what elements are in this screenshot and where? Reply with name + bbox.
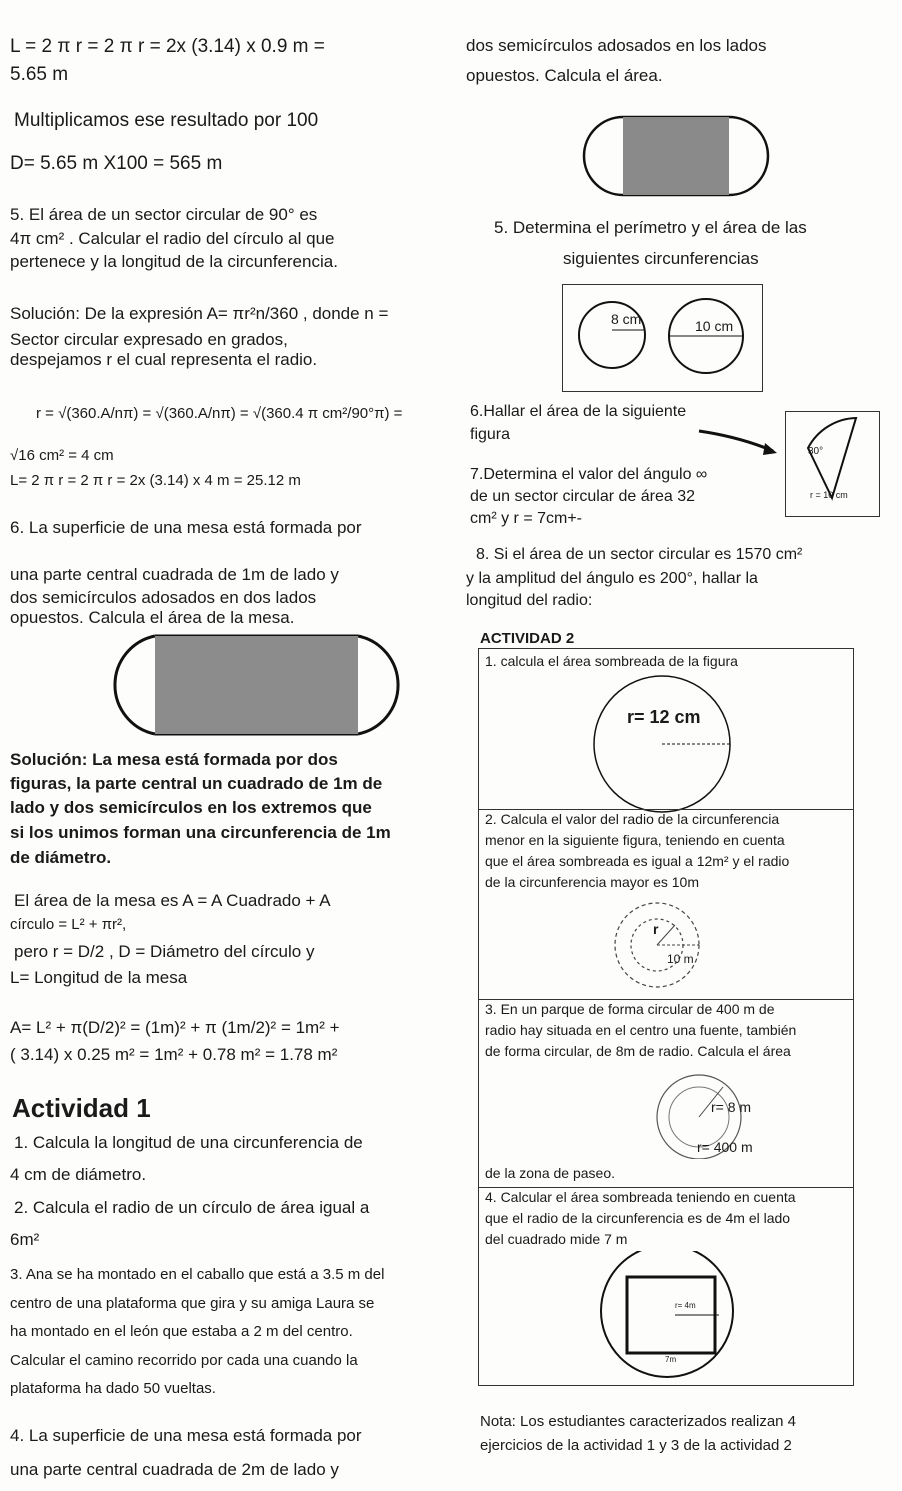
area-line1: El área de la mesa es A = A Cuadrado + A <box>14 891 331 910</box>
s6-line4: si los unimos forman una circunferencia de 1m <box>10 823 391 842</box>
formula-l-line: L = 2 π r = 2 π r = 2x (3.14) x 0.9 m = <box>10 36 325 57</box>
a1-line2: 4 cm de diámetro. <box>10 1165 147 1184</box>
q6-line3: dos semicírculos adosados en dos lados <box>10 588 317 607</box>
area-line4: L= Longitud de la mesa <box>10 968 188 987</box>
b2-line1: 2. Calcula el valor del radio de la circunferencia <box>485 811 780 827</box>
s6-line3: lado y dos semicírculos en los extremos que <box>10 798 372 817</box>
actividad2-heading: ACTIVIDAD 2 <box>480 630 575 647</box>
r-q7-line2: de un sector circular de área 32 <box>470 488 696 505</box>
b3-outer-radius-label: r= 400 m <box>697 1139 753 1155</box>
a3-line3: ha montado en el león que estaba a 2 m del centro. <box>10 1323 353 1340</box>
r-q7-line3: cm² y r = 7cm+- <box>470 510 583 527</box>
radius-result: √16 cm² = 4 cm <box>10 447 114 464</box>
b4-side-label: 7m <box>665 1355 677 1364</box>
length-result: L= 2 π r = 2 π r = 2x (3.14) x 4 m = 25.12 m <box>10 472 301 489</box>
circles-box <box>562 284 763 392</box>
a3-line1: 3. Ana se ha montado en el caballo que está a 3.5 m del <box>10 1266 385 1283</box>
b2-line2: menor en la siguiente figura, teniendo en cuenta <box>485 832 785 848</box>
a4-line2: una parte central cuadrada de 2m de lado y <box>10 1460 339 1479</box>
b1-circle-figure <box>479 671 851 831</box>
r-q5-line1: 5. Determina el perímetro y el área de las <box>494 218 807 237</box>
area-line6: ( 3.14) x 0.25 m² = 1m² + 0.78 m² = 1.78 m² <box>10 1045 338 1064</box>
a2-line1: 2. Calcula el radio de un círculo de área igual a <box>14 1198 370 1217</box>
b4-line3: del cuadrado mide 7 m <box>485 1231 628 1247</box>
q6-line2: una parte central cuadrada de 1m de lado y <box>10 565 339 584</box>
b2-small-radius-label: r <box>653 921 659 937</box>
a3-line5: plataforma ha dado 50 vueltas. <box>10 1380 216 1397</box>
b4-line1: 4. Calcular el área sombreada teniendo en cuenta <box>485 1189 796 1205</box>
area-line5: A= L² + π(D/2)² = (1m)² + π (1m/2)² = 1m² + <box>10 1018 340 1037</box>
sector-box <box>785 411 880 517</box>
solution-line1: Solución: De la expresión A= πr²n/360 , donde n = <box>10 304 389 323</box>
b3-inner-radius-label: r= 8 m <box>711 1099 752 1115</box>
table-figure-small <box>575 112 775 200</box>
arrow-icon <box>695 425 785 465</box>
area-line3: pero r = D/2 , D = Diámetro del círculo y <box>14 942 315 961</box>
q5-line2: 4π cm² . Calcular el radio del círculo al que <box>10 229 335 248</box>
b2-circles-figure <box>479 899 851 995</box>
q6-line4: opuestos. Calcula el área de la mesa. <box>10 608 295 627</box>
a3-line2: centro de una plataforma que gira y su amiga Laura se <box>10 1295 375 1312</box>
s6-line5: de diámetro. <box>10 848 112 867</box>
table-figure <box>100 630 430 738</box>
r-q8-line1: 8. Si el área de un sector circular es 1570 cm² <box>476 546 803 563</box>
a1-line1: 1. Calcula la longitud de una circunferencia de <box>14 1133 363 1152</box>
a2-line2: 6m² <box>10 1230 40 1249</box>
b3-circles-figure <box>479 1067 851 1159</box>
q5-line3: pertenece y la longitud de la circunferencia. <box>10 252 338 271</box>
circle-8cm-label: 8 cm <box>611 311 642 327</box>
radius-formula: r = √(360.A/nπ) = √(360.A/nπ) = √(360.4 π cm²/90°π) = <box>36 405 403 422</box>
b2-line3: que el área sombreada es igual a 12m² y el radio <box>485 853 790 869</box>
b2-large-radius-label: 10 m <box>667 952 694 966</box>
b4-radius-label: r= 4m <box>675 1301 696 1310</box>
b4-line2: que el radio de la circunferencia es de 4m el lado <box>485 1210 791 1226</box>
r-q8-line2: y la amplitud del ángulo es 200°, hallar la <box>466 570 758 587</box>
q5-line1: 5. El área de un sector circular de 90° es <box>10 205 318 224</box>
activity2-box <box>478 648 854 1386</box>
sector-angle-label: 30° <box>808 446 824 457</box>
a3-line4: Calcular el camino recorrido por cada una cuando la <box>10 1352 358 1369</box>
b3-line2: radio hay situada en el centro una fuente, también <box>485 1022 797 1038</box>
formula-d: D= 5.65 m X100 = 565 m <box>10 153 223 174</box>
r-q8-line3: longitud del radio: <box>466 592 593 609</box>
s6-line1: Solución: La mesa está formada por dos <box>10 750 338 769</box>
nota-line2: ejercicios de la actividad 1 y 3 de la actividad 2 <box>480 1437 792 1454</box>
b1-text: 1. calcula el área sombreada de la figura <box>485 653 738 669</box>
nota-line1: Nota: Los estudiantes caracterizados realizan 4 <box>480 1413 797 1430</box>
formula-l-result: 5.65 m <box>10 64 69 85</box>
b3-line3: de forma circular, de 8m de radio. Calcula el área <box>485 1043 791 1059</box>
actividad1-heading: Actividad 1 <box>12 1093 151 1123</box>
b3-line1: 3. En un parque de forma circular de 400 m de <box>485 1001 775 1017</box>
b1-radius-label: r= 12 cm <box>627 707 701 727</box>
s6-line2: figuras, la parte central un cuadrado de 1m de <box>10 774 383 793</box>
r-q5-line2: siguientes circunferencias <box>563 249 759 268</box>
b3-line4: de la zona de paseo. <box>485 1165 615 1181</box>
right-cont-line1: dos semicírculos adosados en los lados <box>466 36 767 55</box>
r-q7-line1: 7.Determina el valor del ángulo ∞ <box>470 466 708 483</box>
right-cont-line2: opuestos. Calcula el área. <box>466 66 663 85</box>
b2-line4: de la circunferencia mayor es 10m <box>485 874 699 890</box>
multiply-text: Multiplicamos ese resultado por 100 <box>14 110 319 131</box>
r-q6-line2: figura <box>470 426 511 443</box>
solution-line2: Sector circular expresado en grados, <box>10 330 288 349</box>
area-line2: círculo = L² + πr², <box>10 916 127 933</box>
r-q6-line1: 6.Hallar el área de la siguiente <box>470 403 687 420</box>
a4-line1: 4. La superficie de una mesa está formada por <box>10 1426 362 1445</box>
q6-line1: 6. La superficie de una mesa está formada por <box>10 518 362 537</box>
circle-10cm-label: 10 cm <box>695 318 734 334</box>
solution-line3: despejamos r el cual representa el radio. <box>10 350 318 369</box>
sector-radius-label: r = 10 cm <box>810 490 848 500</box>
